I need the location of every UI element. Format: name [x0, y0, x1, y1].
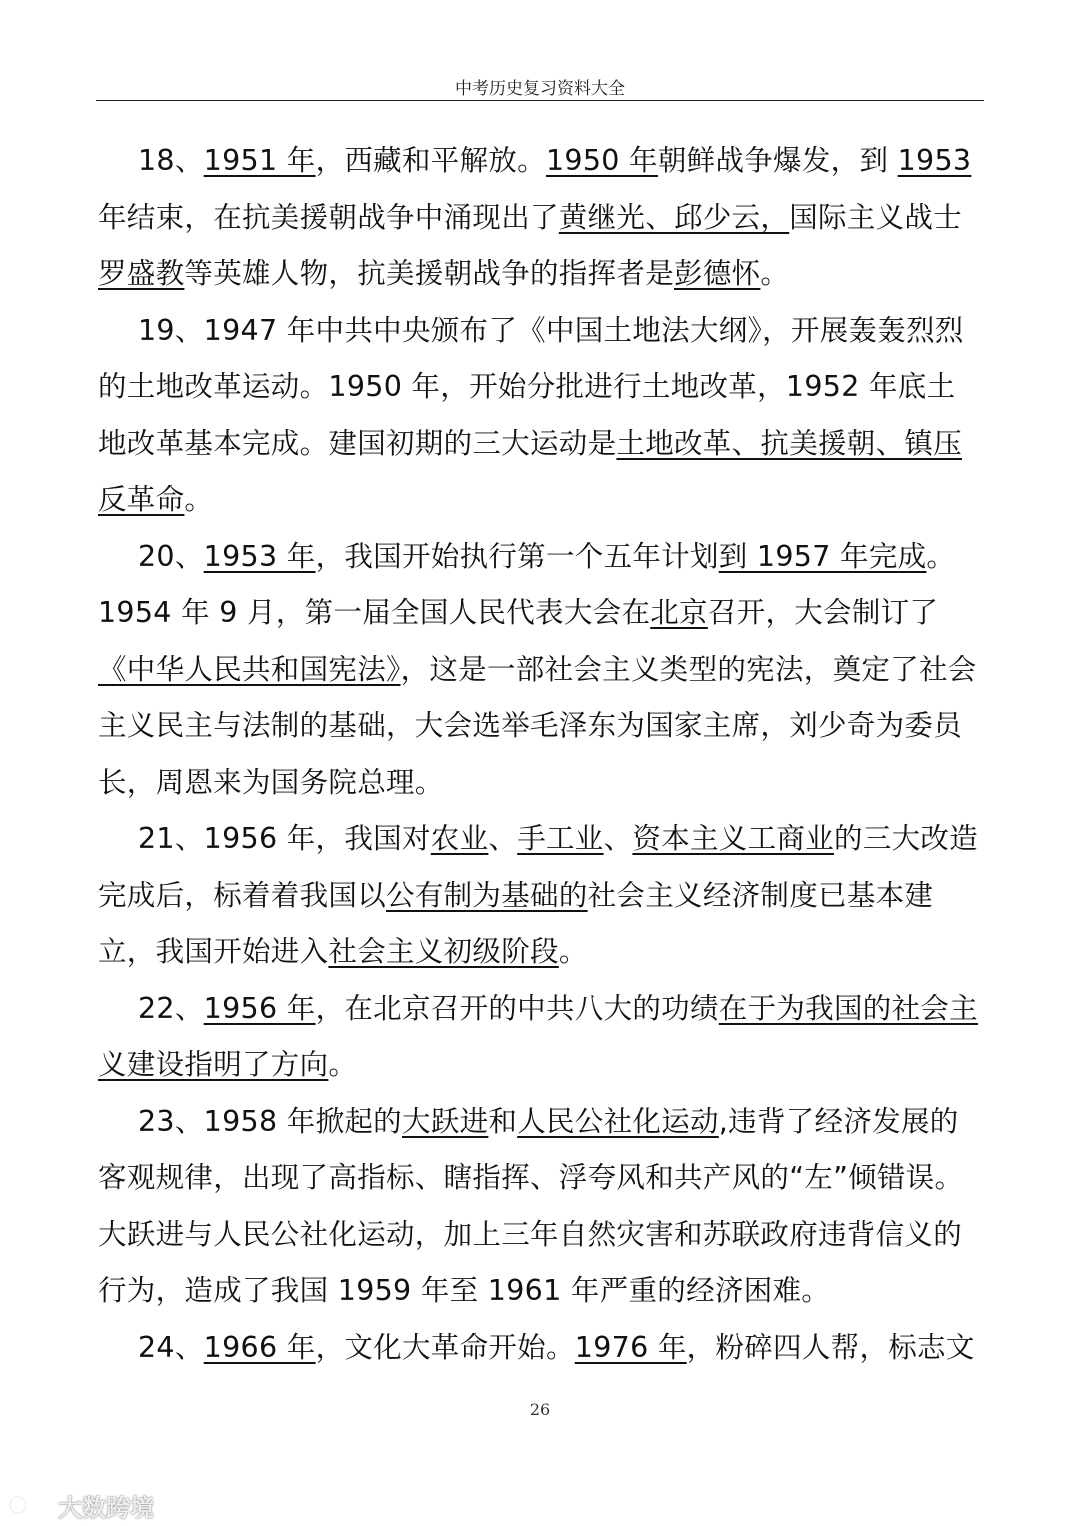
text-run: 等英雄人物，抗美援朝战争的指挥者是 [184, 257, 675, 290]
page-header-title: 中考历史复习资料大全 [455, 79, 625, 99]
text-run: ,违背了经济发展的客观规律，出现了高指标、瞎指挥、浮夸风和共产风的“左”倾错误。大跃进与人民公社化运动，加上三年自然灾害和苏联政府违背信义的行为，造成了我国 1959 年至 1961 年严重的经济困难。 [98, 1104, 964, 1307]
text-run: ，西藏和平解放。 [315, 144, 546, 177]
page-number: 26 [529, 1400, 551, 1419]
paragraph [98, 1320, 982, 1377]
text-run: 20、 [138, 539, 204, 573]
text-run: 。 [184, 483, 214, 516]
paragraph [98, 811, 982, 981]
text-run: ，我国开始执行第一个五年计划 [315, 539, 719, 573]
text-run: 23、1958 年掀起的 [138, 1104, 402, 1138]
underlined-text: 1950 年 [545, 144, 658, 177]
text-run: 。 [328, 1048, 358, 1081]
text-run: ，文化大革命开始。 [315, 1330, 575, 1364]
paragraph [98, 529, 982, 812]
underlined-text: 彭德怀 [674, 257, 761, 290]
text-run: 召开，大会制订了 [707, 596, 939, 629]
text-run: 、 [603, 822, 633, 855]
underlined-text: 资本主义工商业 [632, 822, 835, 855]
watermark [8, 1488, 154, 1522]
text-run: ，在北京召开的中共八大的功绩 [315, 991, 719, 1025]
underlined-text: 北京 [650, 596, 708, 629]
text-run: 。1954 年 9 月，第一届全国人民代表大会在 [98, 539, 956, 629]
underlined-text: 1951 年 [203, 144, 316, 177]
text-run: 的三大改造完成后，标着着我国以 [98, 822, 979, 912]
text-run: 18、 [138, 144, 204, 177]
text-run: 21、1956 年，我国对 [138, 822, 431, 855]
watermark-text: 大数跨境 [58, 1493, 154, 1522]
text-run: 和 [488, 1104, 518, 1138]
text-run: ，粉碎四人帮，标志文 [686, 1330, 975, 1364]
underlined-text: 到 1957 年完成 [718, 539, 927, 573]
brand-logo-icon [8, 1491, 52, 1519]
underlined-text: 1976 年 [574, 1330, 687, 1364]
underlined-text: 在于为我国的社会主义建设指明了方向 [98, 991, 978, 1081]
text-run: 社会主义经济制度已基本建立，我国开始进入 [98, 878, 934, 968]
underlined-text: 大跃进 [401, 1104, 489, 1138]
text-run: ，这是一部社会主义类型的宪法，奠定了社会主义民主与法制的基础，大会选举毛泽东为国家主席，刘少奇为委员长，周恩来为国务院总理。 [98, 652, 977, 799]
underlined-text: 1956 年 [203, 991, 316, 1025]
underlined-text: 黄继光、邱少云， [558, 200, 790, 234]
text-run: 国际主义战士 [789, 200, 963, 234]
text-run: 年结束，在抗美援朝战争中涌现出了 [98, 200, 559, 234]
text-run: 24、 [138, 1330, 204, 1364]
text-run: 22、 [138, 991, 204, 1025]
paragraph [98, 981, 982, 1094]
text-run: 、 [488, 822, 518, 855]
paragraph [98, 303, 982, 529]
underlined-text: 农业 [430, 822, 489, 855]
text-run: 。 [558, 935, 588, 968]
underlined-text: 手工业 [517, 822, 604, 855]
underlined-text: 公有制为基础的 [386, 878, 588, 912]
underlined-text: 社会主义初级阶段 [328, 935, 559, 968]
paragraph [98, 133, 982, 303]
underlined-text: 土地改革、抗美援朝、镇压反革命 [98, 426, 963, 516]
paragraph [98, 1094, 982, 1320]
underlined-text: 人民公社化运动 [517, 1104, 719, 1138]
text-run: 。 [760, 257, 790, 290]
underlined-text: 《中华人民共和国宪法》 [98, 652, 401, 686]
underlined-text: 罗盛教 [98, 257, 185, 290]
header-divider [96, 100, 984, 101]
document-body [98, 133, 982, 1376]
underlined-text: 1953 [897, 144, 972, 177]
text-run: 朝鲜战争爆发，到 [657, 144, 898, 177]
text-run: 19、1947 年中共中央颁布了《中国土地法大纲》，开展轰轰烈烈的土地改革运动。1950 年，开始分批进行土地改革，1952 年底土地改革基本完成。建国初期的三大运动是 [98, 313, 964, 460]
underlined-text: 1966 年 [203, 1330, 316, 1364]
underlined-text: 1953 年 [203, 539, 316, 573]
